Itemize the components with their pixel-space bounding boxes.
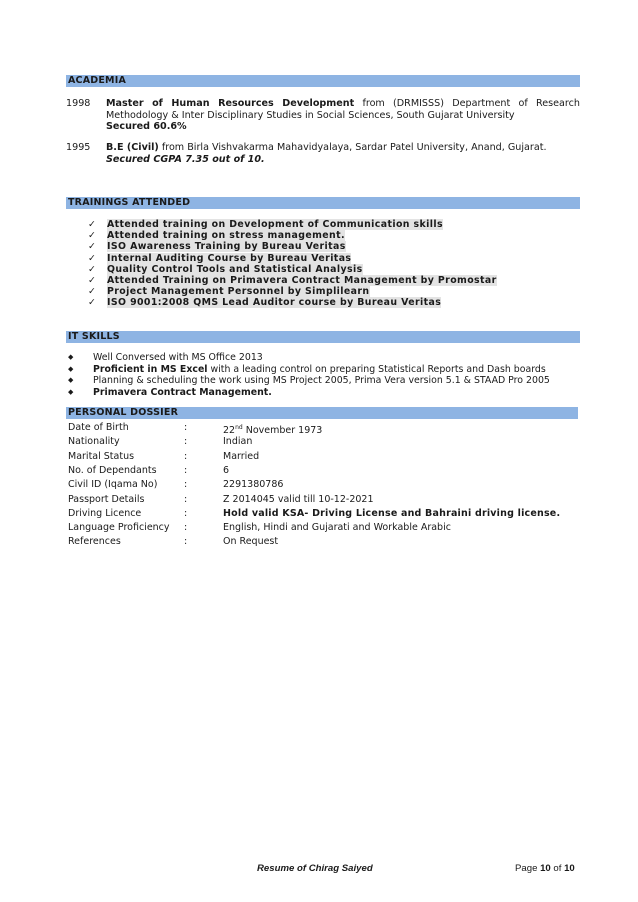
field-label: Nationality xyxy=(68,436,120,448)
table-row xyxy=(66,435,580,449)
field-value: Indian xyxy=(223,436,253,448)
degree-title: Master of Human Resources Development xyxy=(106,98,355,109)
page-separator: of xyxy=(550,863,565,874)
institution-text: from (DRMISSS) Department of Research xyxy=(354,98,580,109)
institution-text: from Birla Vishvakarma Mahavidyalaya, Sardar Patel University, Anand, Gujarat. xyxy=(158,142,547,153)
footer-document-title: Resume of Chirag Saiyed xyxy=(257,863,373,874)
list-item xyxy=(88,264,497,275)
it-skills-header: IT SKILLS xyxy=(66,331,580,343)
table-row xyxy=(66,521,580,535)
checkmark-icon: ✓ xyxy=(88,219,96,230)
diamond-bullet-icon: ◆ xyxy=(68,353,74,361)
training-text: Project Management Personnel by Simplilearn xyxy=(107,286,370,298)
checkmark-icon: ✓ xyxy=(88,230,96,242)
skill-bold-text: Proficient in MS Excel xyxy=(93,363,208,375)
field-value: On Request xyxy=(223,536,279,548)
personal-dossier-header: PERSONAL DOSSIER xyxy=(66,407,578,419)
diamond-bullet-icon: ◆ xyxy=(68,387,74,396)
field-separator: : xyxy=(184,493,188,505)
field-separator: : xyxy=(184,422,188,433)
education-year: 1998 xyxy=(66,98,91,109)
list-item xyxy=(66,375,550,387)
diamond-bullet-icon: ◆ xyxy=(68,364,74,373)
degree-title: B.E (Civil) xyxy=(106,142,159,153)
list-item xyxy=(66,387,550,399)
field-label: No. of Dependants xyxy=(68,464,157,476)
list-item xyxy=(88,219,497,230)
field-separator: : xyxy=(184,436,188,448)
education-description xyxy=(106,142,580,165)
skill-bold-text: Primavera Contract Management. xyxy=(93,386,272,398)
list-item xyxy=(66,364,550,376)
training-text: Attended training on Development of Communication skills xyxy=(107,219,443,230)
date-day: 22 xyxy=(223,425,236,436)
field-separator: : xyxy=(184,464,188,476)
field-separator: : xyxy=(184,450,188,462)
checkmark-icon: ✓ xyxy=(88,252,96,264)
checkmark-icon: ✓ xyxy=(88,274,96,286)
field-label: Civil ID (Iqama No) xyxy=(68,479,158,491)
grade-text: Secured 60.6% xyxy=(106,121,187,132)
field-value: Married xyxy=(223,450,260,462)
training-text: Attended training on stress management. xyxy=(107,230,345,242)
education-year: 1995 xyxy=(66,142,91,153)
list-item xyxy=(88,241,497,252)
field-label: References xyxy=(68,536,121,548)
date-suffix: nd xyxy=(235,424,243,431)
table-row xyxy=(66,450,580,464)
list-item xyxy=(88,275,497,286)
education-description xyxy=(106,98,580,133)
skill-text: with a leading control on preparing Statistical Reports and Dash boards xyxy=(207,363,546,375)
checkmark-icon: ✓ xyxy=(88,263,96,275)
field-label: Passport Details xyxy=(68,493,145,505)
checkmark-icon: ✓ xyxy=(88,241,96,253)
grade-text: Secured CGPA 7.35 out of 10. xyxy=(106,153,265,165)
training-text: Internal Auditing Course by Bureau Veritas xyxy=(107,252,352,264)
table-row xyxy=(66,421,580,435)
institution-text: Methodology & Inter Disciplinary Studies in Social Sciences, South Gujarat University xyxy=(106,109,515,121)
skill-text: Well Conversed with MS Office 2013 xyxy=(93,352,263,363)
it-skills-list xyxy=(66,352,550,398)
training-text: Quality Control Tools and Statistical Analysis xyxy=(107,263,363,275)
table-row xyxy=(66,535,580,549)
footer-page-number xyxy=(515,863,575,874)
field-value: English, Hindi and Gujarati and Workable Arabic xyxy=(223,522,451,534)
field-label: Marital Status xyxy=(68,450,135,462)
field-separator: : xyxy=(184,536,188,548)
checkmark-icon: ✓ xyxy=(88,297,96,309)
field-label: Language Proficiency xyxy=(68,522,170,534)
trainings-header: TRAININGS ATTENDED xyxy=(66,197,580,209)
field-value: 2291380786 xyxy=(223,479,284,491)
training-text: ISO 9001:2008 QMS Lead Auditor course by Bureau Veritas xyxy=(107,297,442,309)
table-row xyxy=(66,478,580,492)
table-row xyxy=(66,464,580,478)
trainings-list xyxy=(88,219,497,309)
diamond-bullet-icon: ◆ xyxy=(68,376,74,384)
date-month-year: November 1973 xyxy=(242,425,323,436)
skill-text: Planning & scheduling the work using MS Project 2005, Prima Vera version 5.1 & STAAD Pro 2005 xyxy=(93,375,550,386)
field-value: Hold valid KSA- Driving License and Bahraini driving license. xyxy=(223,507,561,519)
list-item xyxy=(66,352,550,364)
field-separator: : xyxy=(184,522,188,534)
table-row xyxy=(66,493,580,507)
training-text: ISO Awareness Training by Bureau Veritas xyxy=(107,241,346,253)
list-item xyxy=(88,230,497,241)
field-separator: : xyxy=(184,507,188,519)
checkmark-icon: ✓ xyxy=(88,286,96,298)
page-prefix: Page xyxy=(515,863,541,874)
list-item xyxy=(88,297,497,308)
table-row xyxy=(66,507,580,521)
list-item xyxy=(88,253,497,264)
page-current: 10 xyxy=(540,863,551,874)
field-value: 6 xyxy=(223,464,230,476)
field-label: Driving Licence xyxy=(68,507,142,519)
education-line xyxy=(106,98,580,110)
training-text: Attended Training on Primavera Contract Management by Promostar xyxy=(107,274,497,286)
education-line xyxy=(106,142,580,154)
academia-header: ACADEMIA xyxy=(66,75,580,87)
list-item xyxy=(88,286,497,297)
field-separator: : xyxy=(184,479,188,491)
field-value: Z 2014045 valid till 10-12-2021 xyxy=(223,493,374,505)
page-total: 10 xyxy=(564,863,575,874)
field-label: Date of Birth xyxy=(68,422,129,433)
